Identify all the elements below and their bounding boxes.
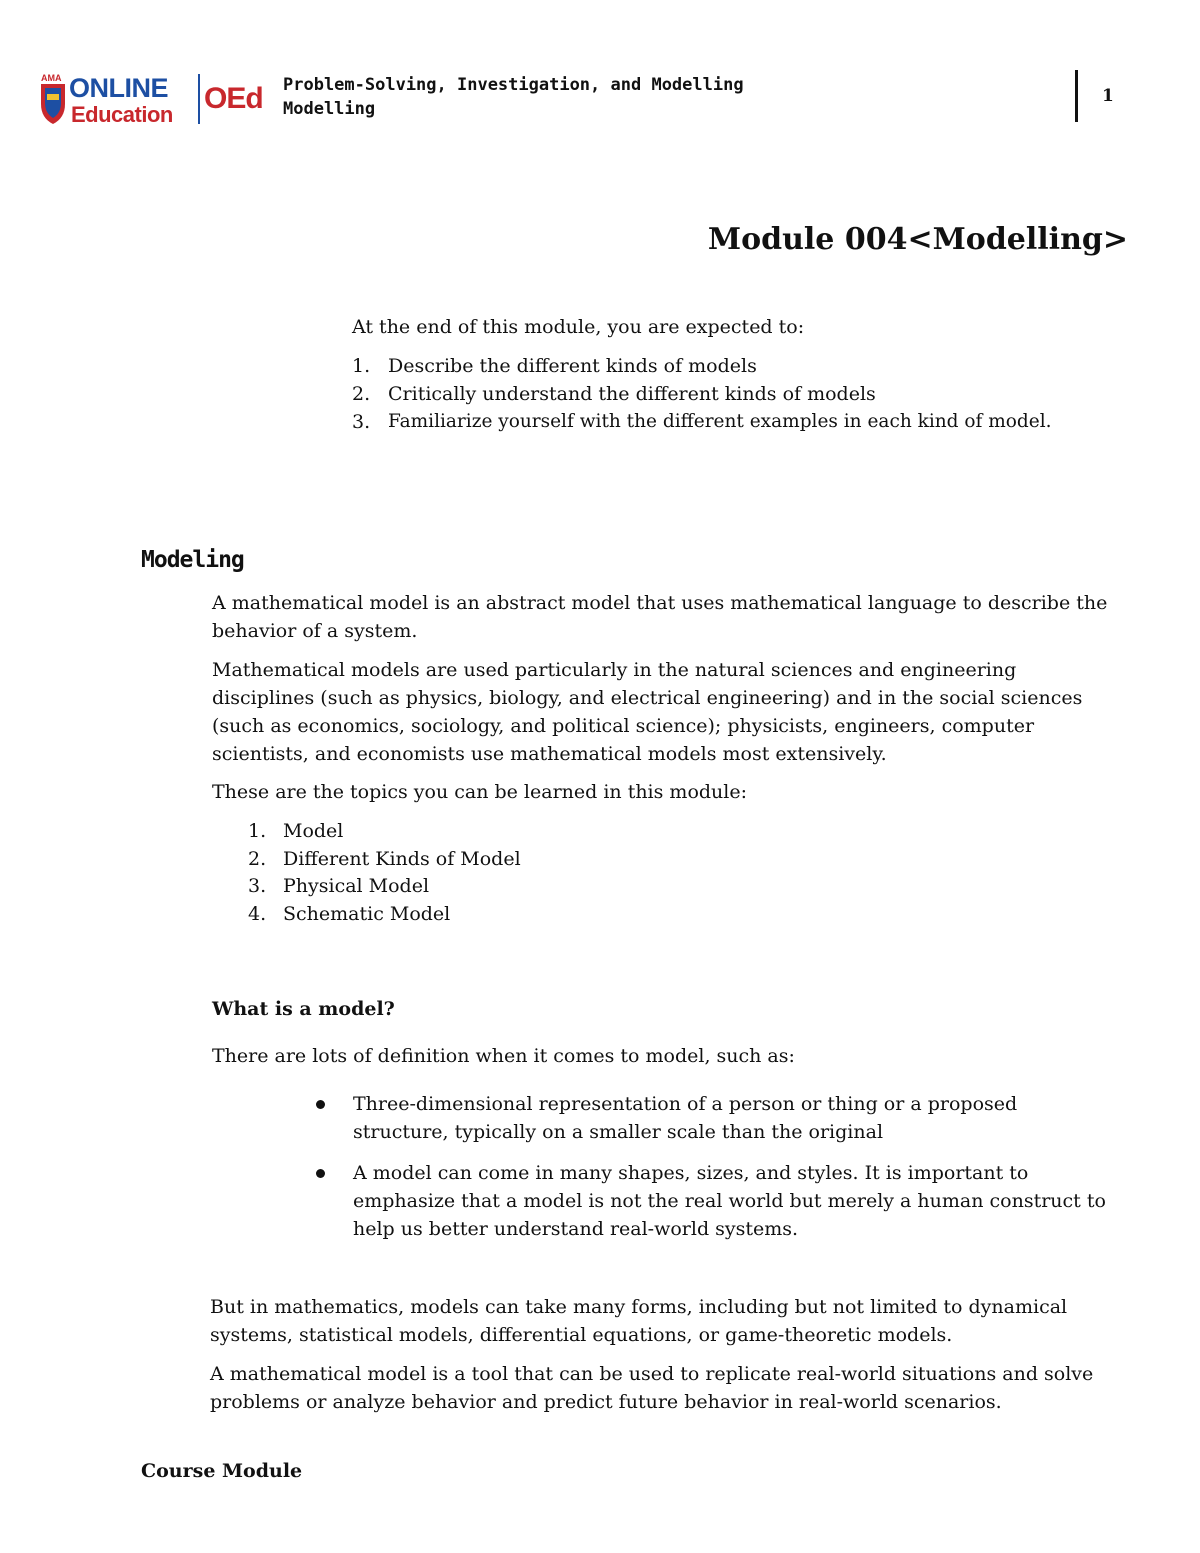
definition-bullet-item: Three-dimensional representation of a person or thing or a proposed structure, typically on a smaller scale than the original [353, 1093, 1018, 1143]
definition-bullet-item: A model can come in many shapes, sizes, and styles. It is important to emphasize that a model is not the real world but merely a human construct to help us better understand real-world systems. [353, 1162, 1106, 1240]
objectives-intro: At the end of this module, you are expected to: [352, 316, 805, 338]
online-education-logo [38, 70, 270, 126]
bullet-icon [316, 1100, 325, 1109]
topic-number: 4. [248, 903, 267, 925]
logo-oed-text: OEd [204, 82, 263, 115]
objective-number: 2. [352, 383, 371, 405]
objective-item: Familiarize yourself with the different examples in each kind of model. [388, 411, 1052, 432]
topic-item: Different Kinds of Model [283, 848, 521, 870]
objective-item: Critically understand the different kinds of models [388, 383, 876, 405]
topic-number: 3. [248, 875, 267, 897]
heading-what-is-a-model: What is a model? [212, 998, 395, 1020]
logo-education-text: Education [71, 102, 173, 126]
objective-number: 1. [352, 355, 371, 377]
logo-graphic [38, 70, 270, 126]
header-divider [1075, 70, 1078, 122]
topic-item: Model [283, 820, 344, 842]
logo-online-text: ONLINE [69, 73, 169, 103]
bullet-icon [316, 1169, 325, 1178]
page-number: 1 [1102, 86, 1114, 106]
header-course-title: Problem-Solving, Investigation, and Modelling [283, 75, 744, 95]
modeling-paragraph-2: Mathematical models are used particularly in the natural sciences and engineering disciplines (such as physics, biology, and electrical engineering) and in the social sciences (such as economics, sociology, and political science); physicists, engineers, computer scientists, and economists use mathematical models most extensively. [212, 659, 1083, 765]
objective-number: 3. [352, 411, 371, 433]
topic-number: 2. [248, 848, 267, 870]
mathematics-paragraph: But in mathematics, models can take many forms, including but not limited to dynamical systems, statistical models, differential equations, or game-theoretic models. [210, 1296, 1068, 1346]
module-title: Module 004<Modelling> [707, 222, 1128, 257]
objective-item: Describe the different kinds of models [388, 355, 757, 377]
topics-intro: These are the topics you can be learned in this module: [212, 781, 748, 803]
section-heading-modeling: Modeling [141, 547, 244, 573]
topic-number: 1. [248, 820, 267, 842]
topic-item: Schematic Model [283, 903, 451, 925]
definitions-intro: There are lots of definition when it comes to model, such as: [212, 1045, 795, 1067]
topic-item: Physical Model [283, 875, 430, 897]
modeling-paragraph-1: A mathematical model is an abstract model that uses mathematical language to describe the behavior of a system. [212, 592, 1108, 642]
logo-badge-text: AMA [41, 73, 62, 83]
tool-paragraph: A mathematical model is a tool that can be used to replicate real-world situations and solve problems or analyze behavior and predict future behavior in real-world scenarios. [210, 1363, 1094, 1413]
header-course-subtitle: Modelling [283, 99, 376, 119]
footer-course-module: Course Module [141, 1460, 303, 1482]
